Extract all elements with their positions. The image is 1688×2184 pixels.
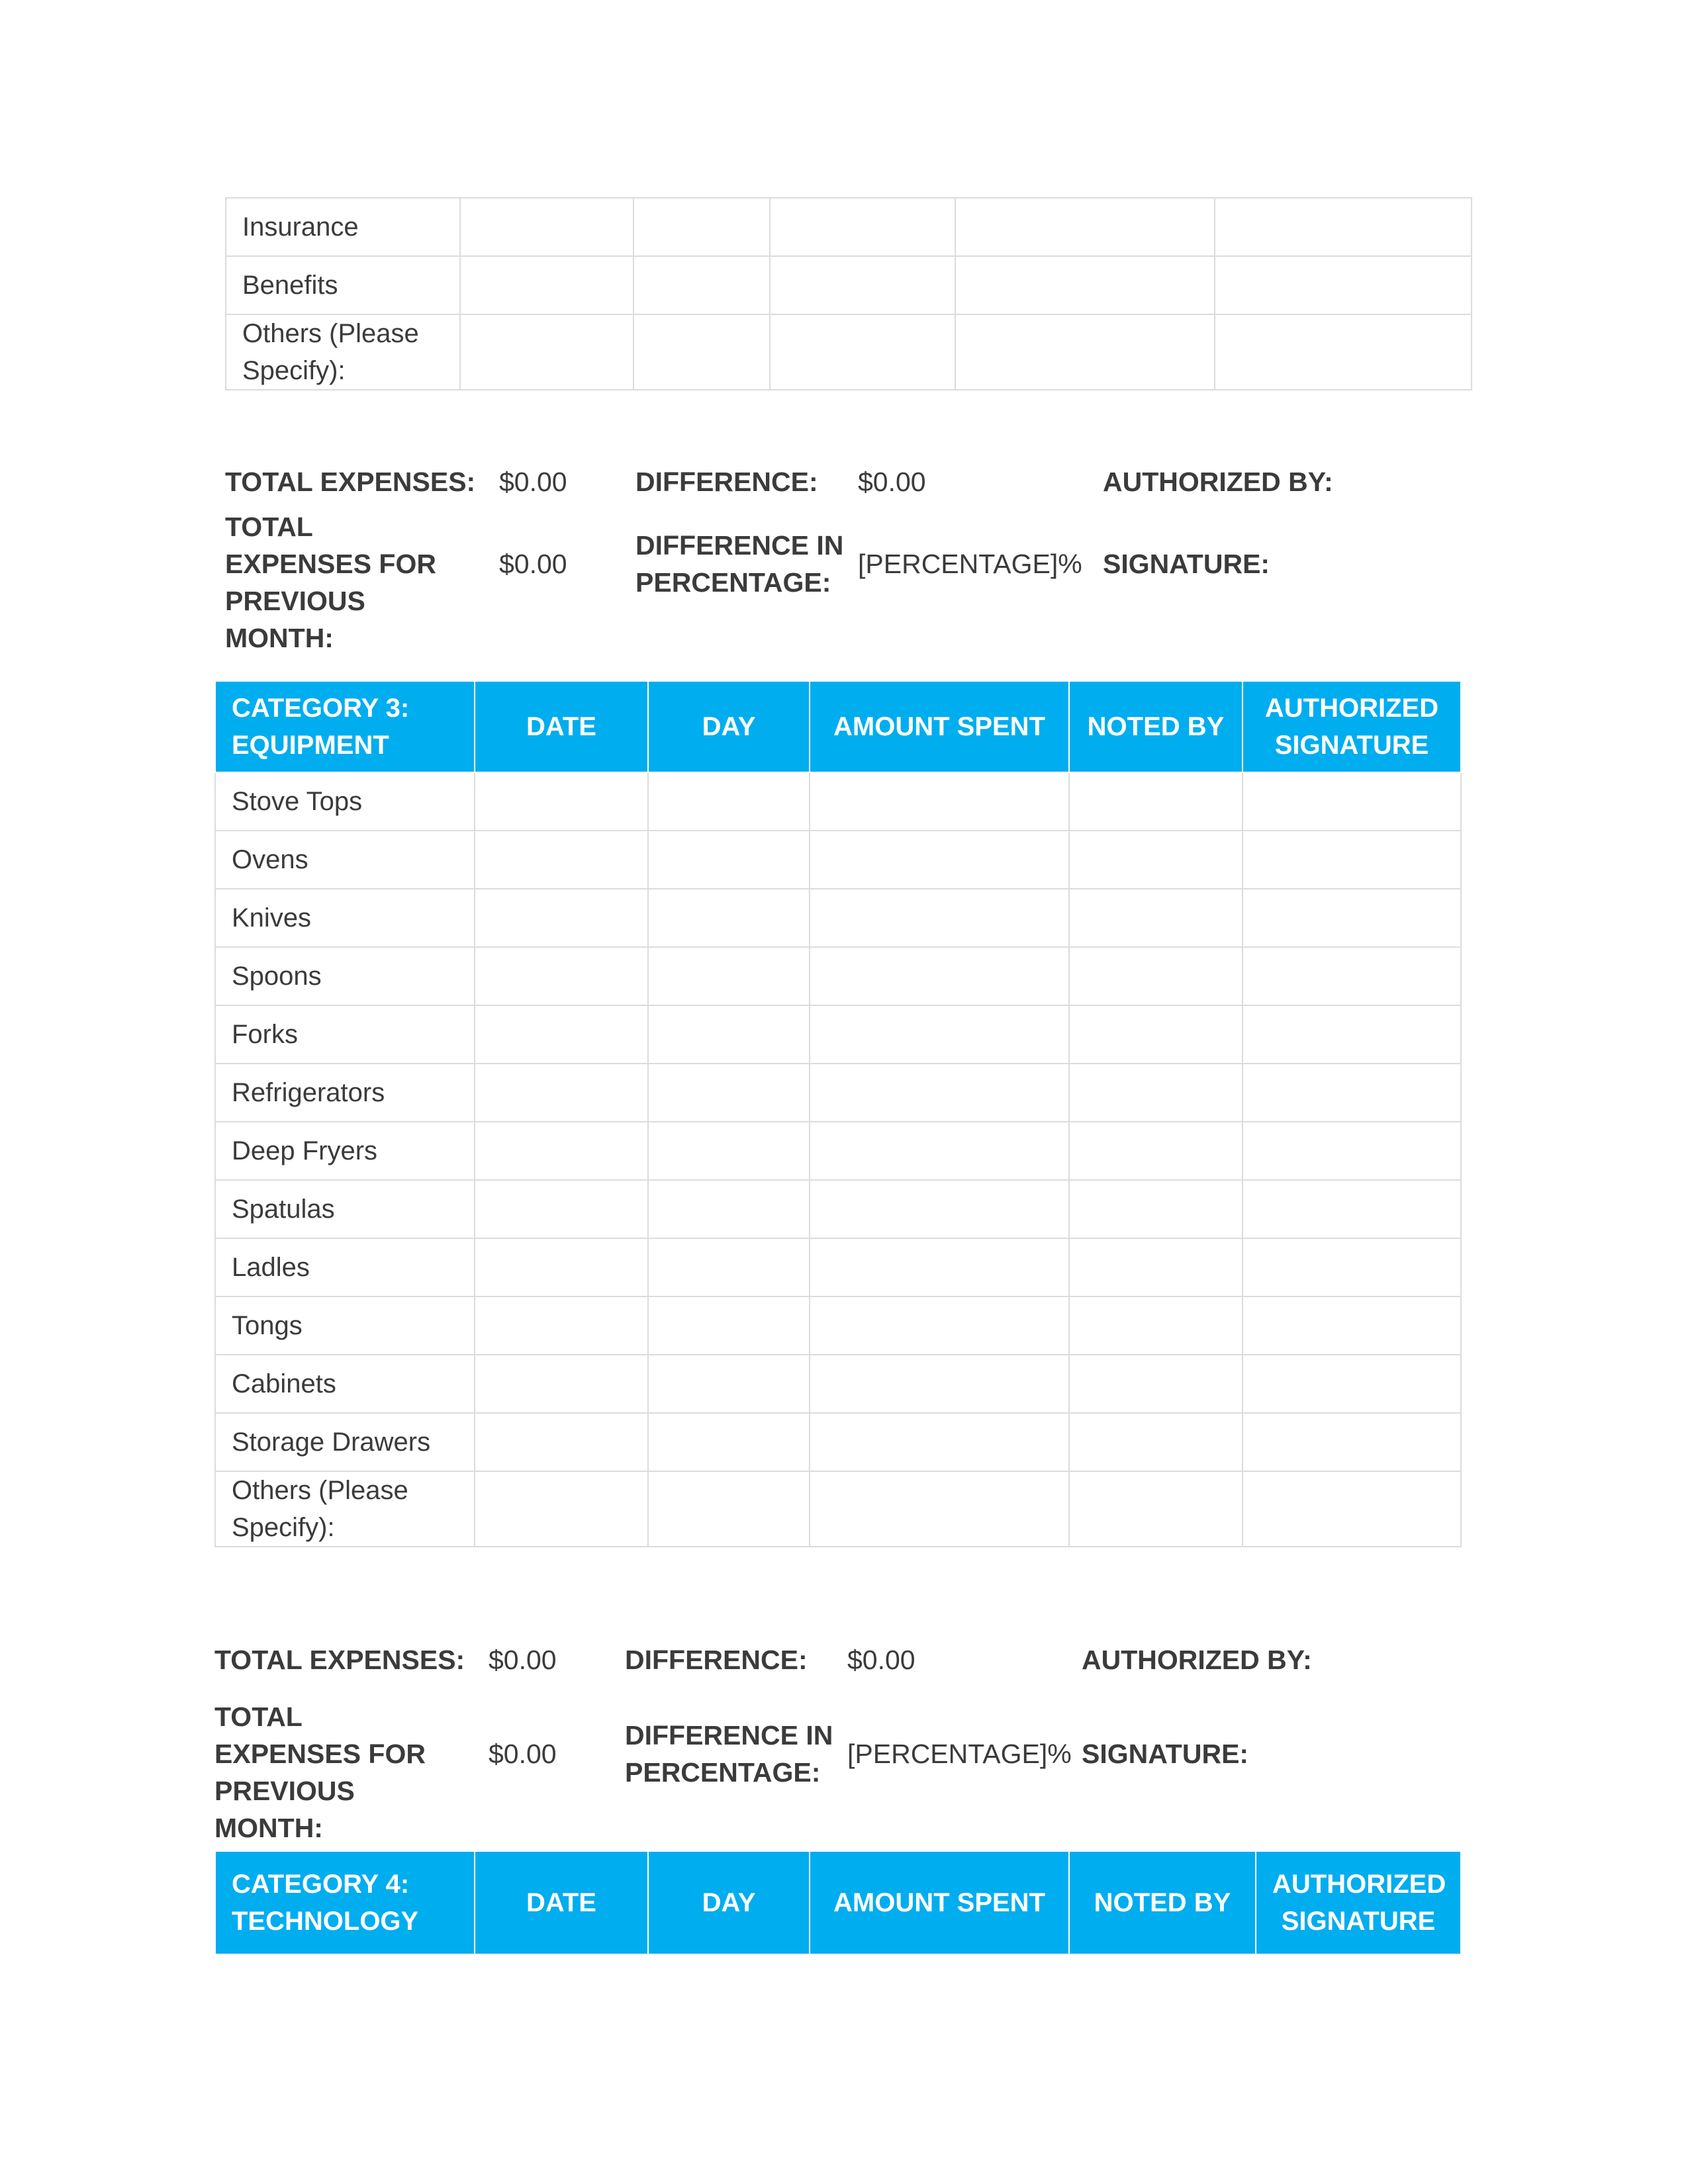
total-expenses-value: $0.00 [489, 1645, 557, 1675]
table-row [215, 1005, 1461, 1064]
date-cell[interactable] [475, 1355, 648, 1413]
signature-cell[interactable] [1243, 1238, 1461, 1297]
table-row [215, 1471, 1461, 1547]
signature-cell[interactable] [1243, 1297, 1461, 1355]
signature-cell[interactable] [1243, 1471, 1461, 1547]
difference-pct-value: [PERCENTAGE]% [858, 549, 1082, 579]
noted-by-header: NOTED BY [1069, 1851, 1256, 1954]
amount-cell[interactable] [810, 772, 1069, 831]
amount-cell[interactable] [810, 1413, 1069, 1471]
amount-cell[interactable] [810, 1355, 1069, 1413]
noted-by-cell[interactable] [1069, 889, 1243, 947]
row-label: Others (Please Specify): [226, 314, 460, 390]
amount-cell[interactable] [810, 831, 1069, 889]
row-label: Stove Tops [215, 772, 475, 831]
signature-cell[interactable] [1243, 1180, 1461, 1238]
day-header: DAY [648, 681, 810, 772]
amount-cell[interactable] [810, 1064, 1069, 1122]
signature-cell[interactable] [1215, 256, 1472, 314]
date-cell[interactable] [475, 831, 648, 889]
row-label: Ovens [215, 831, 475, 889]
category-4-table [214, 1850, 1462, 1955]
signature-cell[interactable] [1243, 1413, 1461, 1471]
row-label: Deep Fryers [215, 1122, 475, 1180]
day-cell[interactable] [648, 1005, 810, 1064]
category-header: CATEGORY 3: EQUIPMENT [215, 681, 475, 772]
table-header-row [215, 681, 1461, 772]
amount-spent-header: AMOUNT SPENT [810, 1851, 1069, 1954]
date-cell[interactable] [460, 198, 633, 256]
noted-by-cell[interactable] [955, 256, 1215, 314]
signature-cell[interactable] [1243, 1122, 1461, 1180]
amount-cell[interactable] [810, 1122, 1069, 1180]
signature-cell[interactable] [1243, 889, 1461, 947]
difference-value: $0.00 [858, 467, 926, 497]
date-cell[interactable] [475, 889, 648, 947]
amount-cell[interactable] [770, 198, 955, 256]
noted-by-cell[interactable] [1069, 1297, 1243, 1355]
table-row [215, 1122, 1461, 1180]
prev-month-label: TOTAL EXPENSES FOR PREVIOUS MONTH: [214, 1702, 426, 1843]
row-label: Insurance [226, 198, 460, 256]
day-cell[interactable] [648, 1471, 810, 1547]
day-cell[interactable] [648, 947, 810, 1005]
date-cell[interactable] [475, 1297, 648, 1355]
table-row [215, 947, 1461, 1005]
total-expenses-value: $0.00 [499, 467, 567, 497]
day-cell[interactable] [633, 198, 770, 256]
day-cell[interactable] [648, 831, 810, 889]
row-label: Knives [215, 889, 475, 947]
signature-cell[interactable] [1243, 1064, 1461, 1122]
difference-pct-label: DIFFERENCE IN PERCENTAGE: [625, 1720, 833, 1788]
amount-cell[interactable] [770, 314, 955, 390]
day-cell[interactable] [648, 1297, 810, 1355]
row-label: Ladles [215, 1238, 475, 1297]
signature-cell[interactable] [1243, 947, 1461, 1005]
noted-by-cell[interactable] [1069, 1180, 1243, 1238]
table-header-row [215, 1851, 1461, 1954]
date-cell[interactable] [475, 1180, 648, 1238]
date-cell[interactable] [475, 1413, 648, 1471]
day-cell[interactable] [633, 256, 770, 314]
amount-cell[interactable] [810, 889, 1069, 947]
amount-cell[interactable] [810, 1180, 1069, 1238]
table-row [215, 1413, 1461, 1471]
row-label: Cabinets [215, 1355, 475, 1413]
signature-cell[interactable] [1243, 831, 1461, 889]
row-label: Refrigerators [215, 1064, 475, 1122]
date-header: DATE [475, 1851, 648, 1954]
row-label: Tongs [215, 1297, 475, 1355]
signature-cell[interactable] [1215, 198, 1472, 256]
table-row [215, 1297, 1461, 1355]
row-label: Spoons [215, 947, 475, 1005]
authorized-by-label: AUTHORIZED BY: [1082, 1645, 1312, 1675]
date-cell[interactable] [460, 314, 633, 390]
noted-by-cell[interactable] [955, 314, 1215, 390]
noted-by-cell[interactable] [1069, 1238, 1243, 1297]
category-3-table [214, 680, 1462, 1547]
table-row [215, 1180, 1461, 1238]
table-row [226, 314, 1472, 390]
amount-spent-header: AMOUNT SPENT [810, 681, 1069, 772]
row-label: Forks [215, 1005, 475, 1064]
signature-cell[interactable] [1243, 772, 1461, 831]
day-cell[interactable] [648, 889, 810, 947]
row-label: Others (Please Specify): [215, 1471, 475, 1547]
day-cell[interactable] [648, 1064, 810, 1122]
date-cell[interactable] [475, 947, 648, 1005]
prev-month-value: $0.00 [489, 1739, 557, 1769]
day-cell[interactable] [648, 772, 810, 831]
date-header: DATE [475, 681, 648, 772]
table-row [215, 1064, 1461, 1122]
noted-by-cell[interactable] [1069, 1122, 1243, 1180]
day-cell[interactable] [648, 1355, 810, 1413]
category-header: CATEGORY 4: TECHNOLOGY [215, 1851, 475, 1954]
signature-label: SIGNATURE: [1082, 1739, 1249, 1769]
noted-by-cell[interactable] [1069, 831, 1243, 889]
day-cell[interactable] [648, 1180, 810, 1238]
date-cell[interactable] [475, 1064, 648, 1122]
signature-cell[interactable] [1243, 1355, 1461, 1413]
authorized-signature-header: AUTHORIZED SIGNATURE [1243, 681, 1461, 772]
amount-cell[interactable] [810, 1005, 1069, 1064]
difference-label: DIFFERENCE: [625, 1645, 808, 1675]
prev-month-label: TOTAL EXPENSES FOR PREVIOUS MONTH: [225, 512, 436, 653]
signature-label: SIGNATURE: [1103, 549, 1270, 579]
table-row [215, 1238, 1461, 1297]
prev-month-value: $0.00 [499, 549, 567, 579]
day-cell[interactable] [633, 314, 770, 390]
difference-pct-label: DIFFERENCE IN PERCENTAGE: [635, 530, 844, 598]
noted-by-cell[interactable] [955, 198, 1215, 256]
noted-by-cell[interactable] [1069, 1005, 1243, 1064]
noted-by-cell[interactable] [1069, 772, 1243, 831]
signature-cell[interactable] [1243, 1005, 1461, 1064]
day-cell[interactable] [648, 1238, 810, 1297]
expense-summary-1 [225, 463, 1470, 653]
noted-by-header: NOTED BY [1069, 681, 1243, 772]
noted-by-cell[interactable] [1069, 1355, 1243, 1413]
noted-by-cell[interactable] [1069, 947, 1243, 1005]
difference-value: $0.00 [847, 1645, 915, 1675]
table-row [215, 772, 1461, 831]
previous-category-table [225, 197, 1472, 390]
date-cell[interactable] [475, 1005, 648, 1064]
day-cell[interactable] [648, 1122, 810, 1180]
amount-cell[interactable] [770, 256, 955, 314]
expense-summary-2 [214, 1641, 1459, 1843]
table-row [226, 198, 1472, 256]
date-cell[interactable] [475, 1122, 648, 1180]
date-cell[interactable] [475, 1471, 648, 1547]
noted-by-cell[interactable] [1069, 1471, 1243, 1547]
row-label: Benefits [226, 256, 460, 314]
table-row [226, 256, 1472, 314]
day-header: DAY [648, 1851, 810, 1954]
amount-cell[interactable] [810, 947, 1069, 1005]
day-cell[interactable] [648, 1413, 810, 1471]
noted-by-cell[interactable] [1069, 1413, 1243, 1471]
amount-cell[interactable] [810, 1297, 1069, 1355]
authorized-by-label: AUTHORIZED BY: [1103, 467, 1333, 497]
amount-cell[interactable] [810, 1471, 1069, 1547]
amount-cell[interactable] [810, 1238, 1069, 1297]
date-cell[interactable] [475, 1238, 648, 1297]
date-cell[interactable] [460, 256, 633, 314]
row-label: Spatulas [215, 1180, 475, 1238]
noted-by-cell[interactable] [1069, 1064, 1243, 1122]
difference-label: DIFFERENCE: [635, 467, 818, 497]
date-cell[interactable] [475, 772, 648, 831]
table-row [215, 889, 1461, 947]
total-expenses-label: TOTAL EXPENSES: [214, 1645, 465, 1675]
difference-pct-value: [PERCENTAGE]% [847, 1739, 1072, 1769]
signature-cell[interactable] [1215, 314, 1472, 390]
table-row [215, 831, 1461, 889]
total-expenses-label: TOTAL EXPENSES: [225, 467, 476, 497]
table-row [215, 1355, 1461, 1413]
authorized-signature-header: AUTHORIZED SIGNATURE [1256, 1851, 1461, 1954]
row-label: Storage Drawers [215, 1413, 475, 1471]
